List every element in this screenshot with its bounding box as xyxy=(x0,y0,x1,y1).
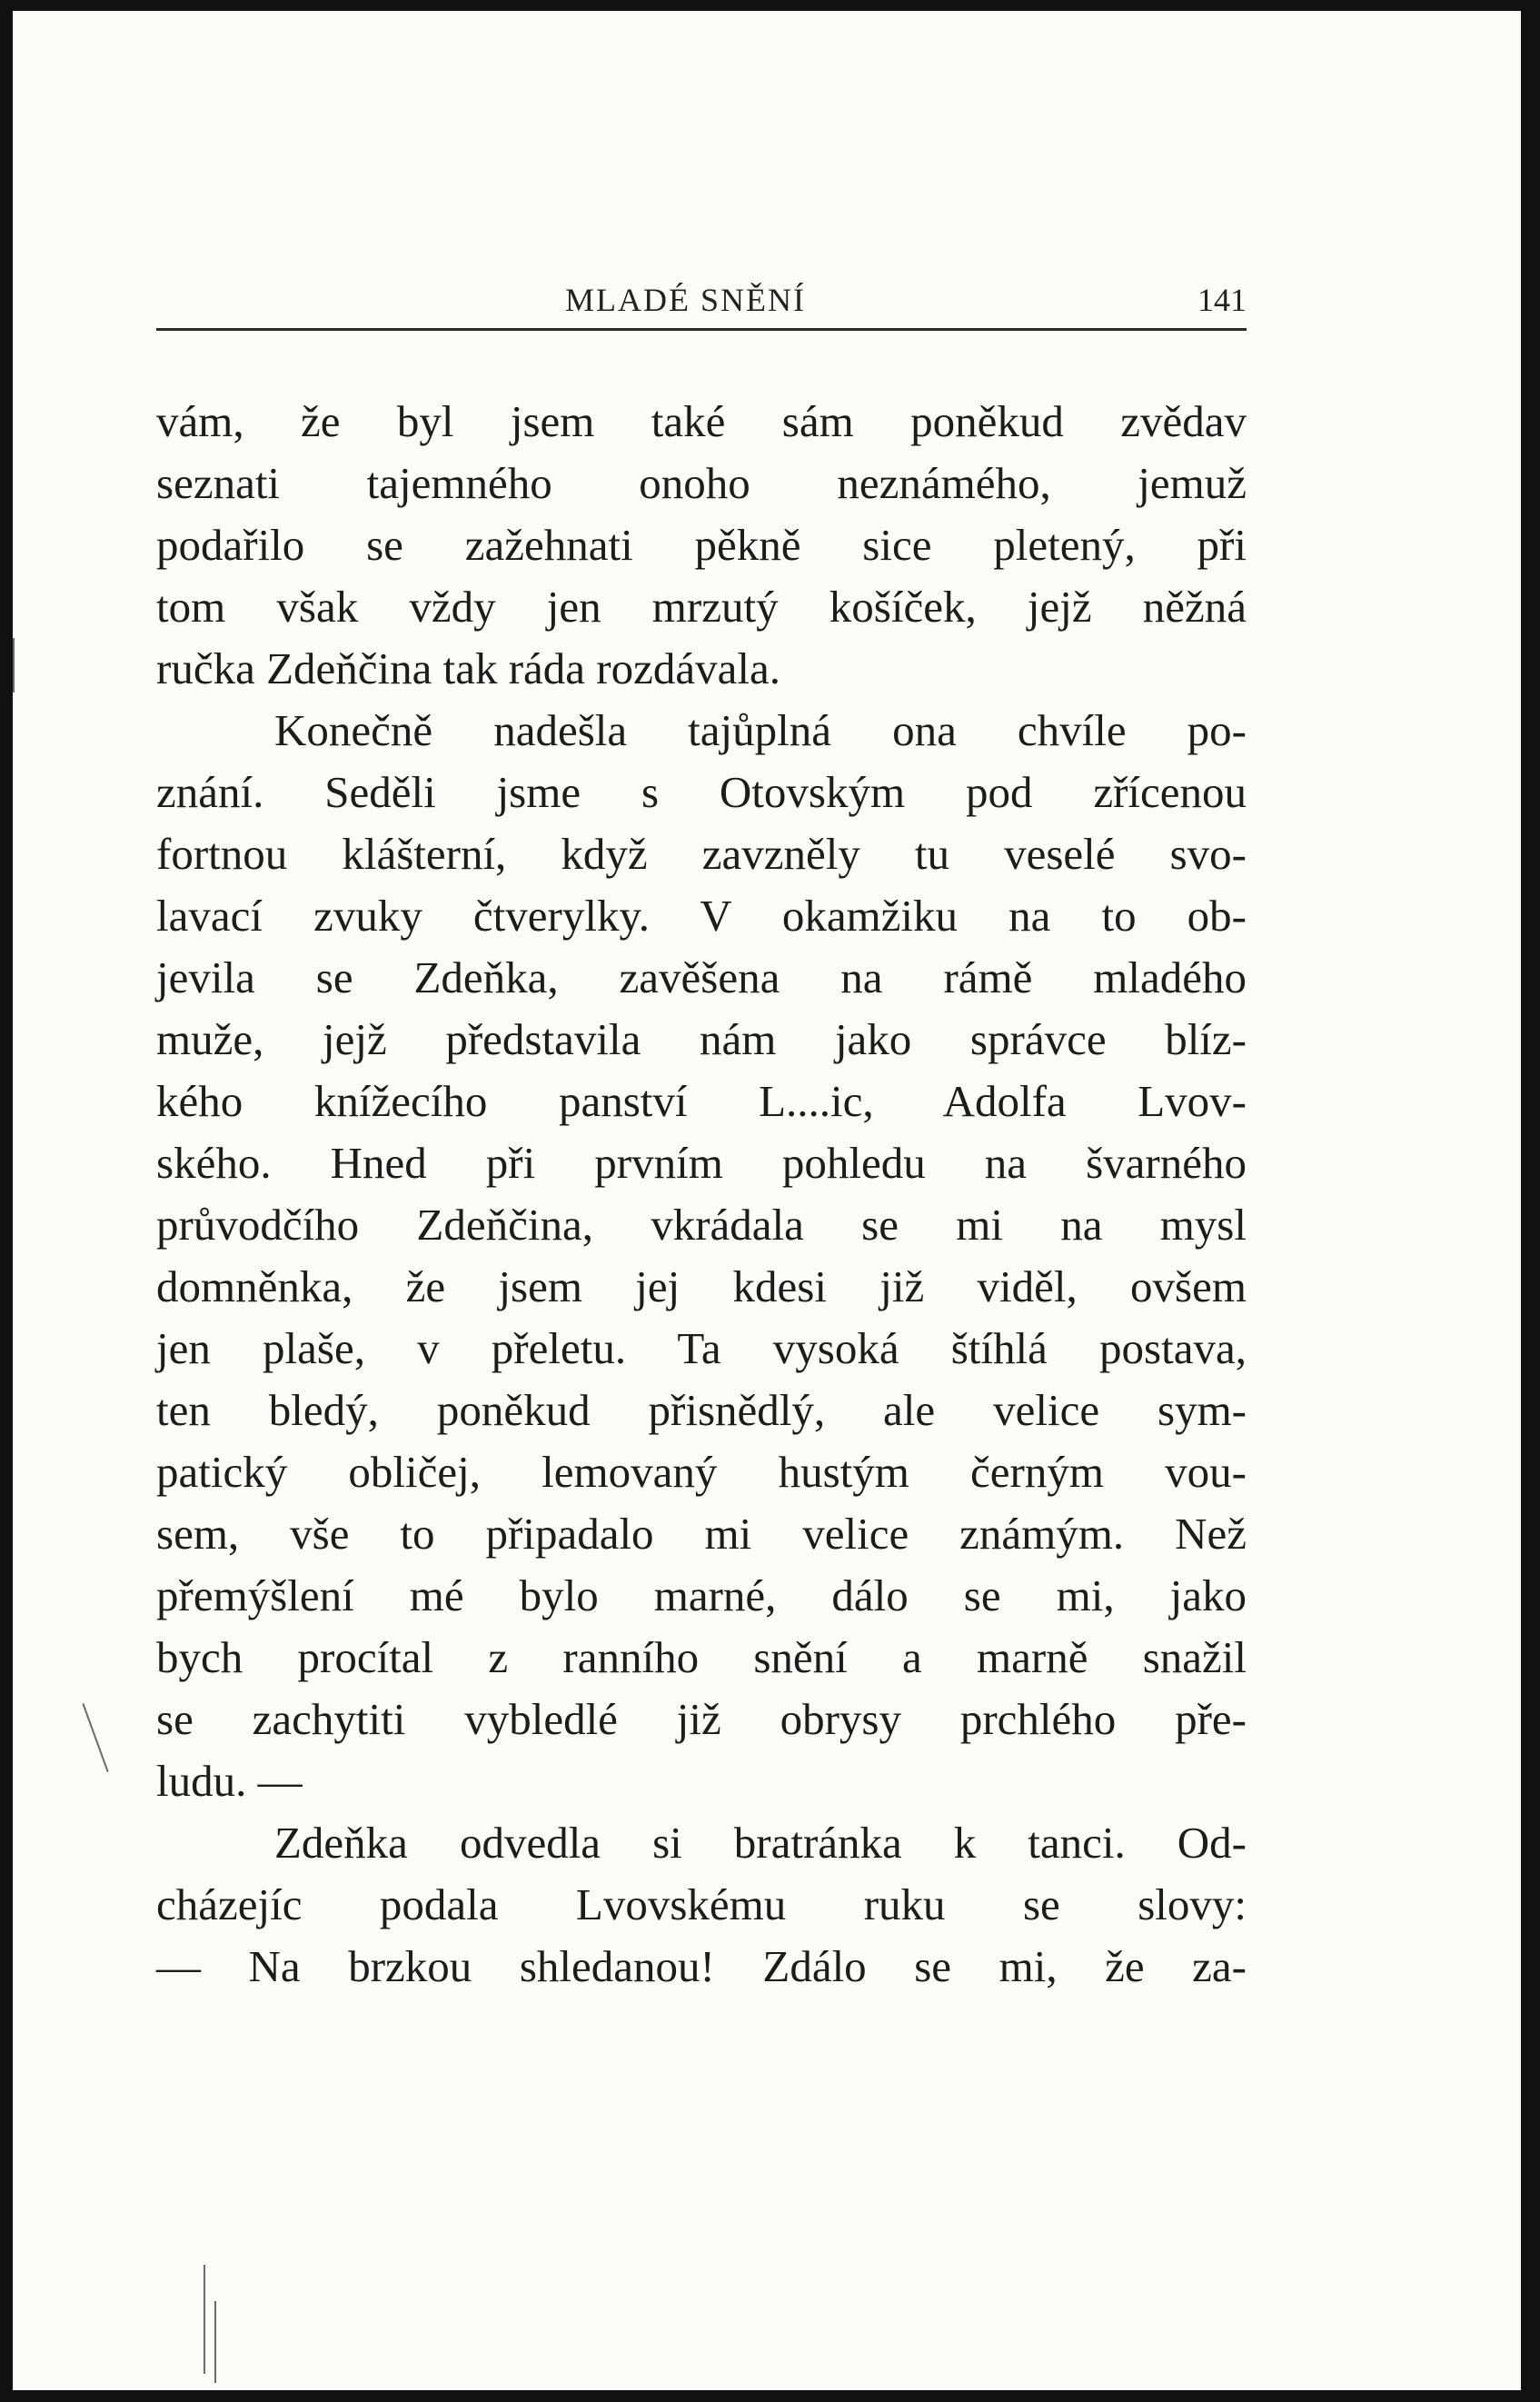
text-line: seznati tajemného onoho neznámého, jemuž xyxy=(156,458,1247,508)
text-line: znání. Seděli jsme s Otovským pod zřícenou xyxy=(156,767,1247,817)
book-page xyxy=(13,11,1521,2390)
text-line: vám, že byl jsem také sám poněkud zvědav xyxy=(156,396,1247,446)
text-line: ten bledý, poněkud přisnědlý, ale velice sym- xyxy=(156,1385,1247,1435)
text-line: Zdeňka odvedla si bratránka k tanci. Od- xyxy=(274,1818,1247,1868)
margin-scratch xyxy=(82,1703,108,1772)
margin-scratch xyxy=(204,2265,205,2374)
text-line: ludu. — xyxy=(156,1756,303,1806)
text-line: se zachytiti vybledlé již obrysy prchlého pře- xyxy=(156,1694,1247,1744)
text-line: ského. Hned při prvním pohledu na švarného xyxy=(156,1138,1247,1188)
text-line: fortnou klášterní, když zavzněly tu veselé svo- xyxy=(156,829,1247,879)
text-line: lavací zvuky čtverylky. V okamžiku na to ob- xyxy=(156,891,1247,941)
text-line: patický obličej, lemovaný hustým černým vou- xyxy=(156,1447,1247,1497)
margin-scratch xyxy=(214,2301,216,2383)
text-line: sem, vše to připadalo mi velice známým. Než xyxy=(156,1509,1247,1559)
text-line: domněnka, že jsem jej kdesi již viděl, ovšem xyxy=(156,1261,1247,1311)
text-line: Konečně nadešla tajůplná ona chvíle po- xyxy=(274,705,1247,755)
text-line: ručka Zdeňčina tak ráda rozdávala. xyxy=(156,643,780,693)
text-line: podařilo se zažehnati pěkně sice pletený, při xyxy=(156,520,1247,570)
text-line: — Na brzkou shledanou! Zdálo se mi, že za- xyxy=(156,1941,1247,1991)
text-line: přemýšlení mé bylo marné, dálo se mi, jako xyxy=(156,1570,1247,1620)
margin-scratch xyxy=(13,638,15,693)
header-rule xyxy=(156,328,1247,331)
page-header xyxy=(156,270,1247,324)
text-line: kého knížecího panství L....ic, Adolfa Lvov- xyxy=(156,1076,1247,1126)
text-line: cházejíc podala Lvovskému ruku se slovy: xyxy=(156,1879,1247,1929)
text-line: průvodčího Zdeňčina, vkrádala se mi na mysl xyxy=(156,1200,1247,1250)
running-title: MLADÉ SNĚNÍ xyxy=(565,282,806,318)
text-line: muže, jejž představila nám jako správce blíz- xyxy=(156,1014,1247,1064)
body-text xyxy=(156,391,1247,1998)
page-number: 141 xyxy=(1197,282,1247,318)
text-line: jevila se Zdeňka, zavěšena na rámě mladého xyxy=(156,952,1247,1002)
text-line: jen plaše, v přeletu. Ta vysoká štíhlá postava, xyxy=(156,1323,1247,1373)
text-line: bych procítal z ranního snění a marně snažil xyxy=(156,1632,1247,1682)
text-line: tom však vždy jen mrzutý košíček, jejž něžná xyxy=(156,582,1247,632)
